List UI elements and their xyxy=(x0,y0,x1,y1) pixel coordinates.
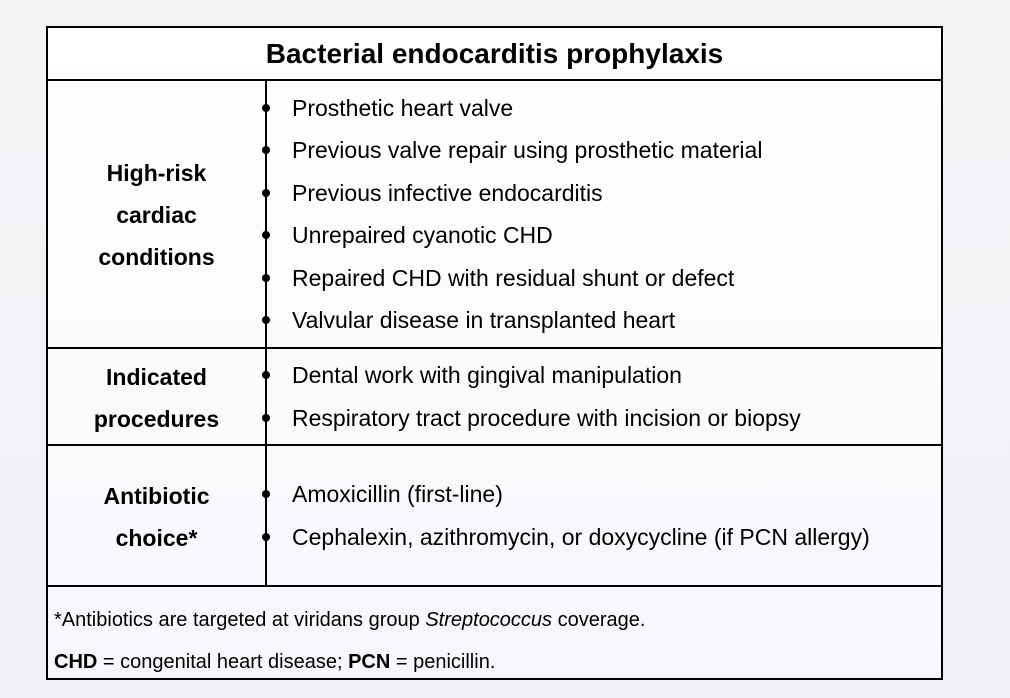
list-item: Valvular disease in transplanted heart xyxy=(267,299,941,342)
footnote-text: coverage. xyxy=(552,609,646,631)
footnote-text: *Antibiotics are targeted at viridans group xyxy=(54,609,426,631)
table-title: Bacterial endocarditis prophylaxis xyxy=(48,28,941,81)
condition-list xyxy=(267,81,941,347)
label-line: Antibiotic xyxy=(103,482,210,509)
label-line: conditions xyxy=(98,244,215,270)
list-item: Previous valve repair using prosthetic material xyxy=(267,129,941,172)
section-row-high-risk xyxy=(48,81,941,349)
list-item: Prosthetic heart valve xyxy=(267,87,941,130)
label-line: Indicated xyxy=(106,363,207,390)
section-label xyxy=(48,349,267,444)
label-line: cardiac xyxy=(116,202,197,228)
label-line: High-risk xyxy=(106,160,207,186)
list-item: Amoxicillin (first-line) xyxy=(267,473,941,516)
list-item: Dental work with gingival manipulation xyxy=(267,354,941,397)
footnote-organism: Streptococcus xyxy=(425,609,553,631)
footnote-line-2 xyxy=(54,641,941,683)
abbreviation: CHD xyxy=(54,651,98,673)
section-label xyxy=(48,446,267,585)
list-item: Respiratory tract procedure with incision or biopsy xyxy=(267,397,941,440)
abbreviation-definition: = penicillin. xyxy=(390,651,496,673)
abbreviation-definition: = congenital heart disease; xyxy=(97,651,349,673)
section-label xyxy=(48,81,267,347)
abbreviation: PCN xyxy=(348,651,391,673)
prophylaxis-table xyxy=(46,26,943,680)
list-item: Unrepaired cyanotic CHD xyxy=(267,214,941,257)
section-row-procedures xyxy=(48,349,941,446)
section-row-antibiotics xyxy=(48,446,941,587)
footnote-line-1 xyxy=(54,599,941,641)
list-item: Previous infective endocarditis xyxy=(267,172,941,215)
antibiotic-list xyxy=(267,446,941,585)
list-item: Cephalexin, azithromycin, or doxycycline (if PCN allergy) xyxy=(267,516,941,559)
label-line: procedures xyxy=(93,405,220,432)
procedure-list xyxy=(267,349,941,444)
list-item: Repaired CHD with residual shunt or defect xyxy=(267,257,941,300)
label-line: choice* xyxy=(115,524,198,551)
footnote xyxy=(48,587,941,683)
